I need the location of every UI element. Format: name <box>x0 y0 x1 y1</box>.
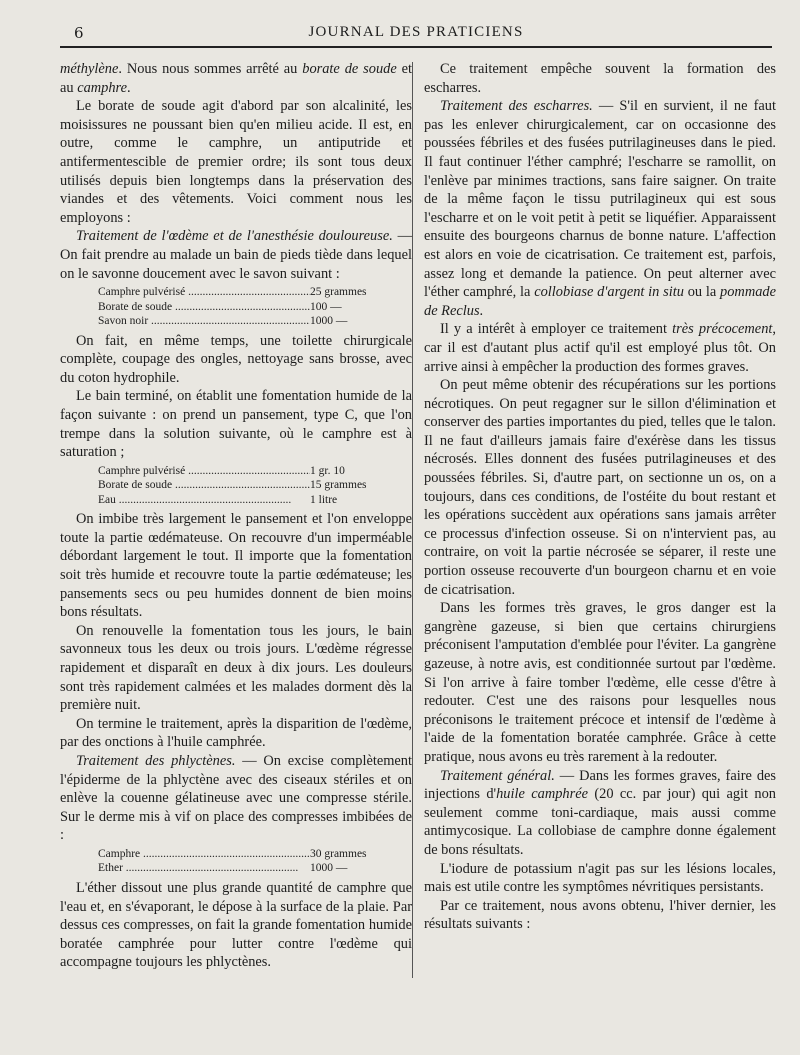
recipe-row <box>98 285 412 300</box>
left-column <box>60 60 412 972</box>
section-title: Traitement général. <box>440 767 555 784</box>
ingredient: Eau ..... <box>98 493 310 508</box>
recipe-row <box>98 464 412 479</box>
quantity: 1000 — <box>310 862 348 875</box>
text-span: . <box>127 79 131 96</box>
text-span: . <box>479 302 484 319</box>
paragraph <box>60 60 412 97</box>
italic-text: borate de soude <box>302 61 397 77</box>
italic-text: très précocement <box>672 321 773 338</box>
paragraph: L'éther dissout une plus grande quantité de camphre que l'eau et, en s'évaporant, le dépose à la surface de la plaie. Par dessus ces compresses, on fait la grande fomentation humide boratée camphrée pour lutter contre l'œdème qui accompagne toujours les phlyctènes. <box>60 879 412 971</box>
quantity: 15 grammes <box>310 479 367 492</box>
recipe-row <box>98 861 412 876</box>
right-column <box>424 60 776 934</box>
ingredient: Savon noir ..... <box>98 314 310 329</box>
paragraph: Par ce traitement, nous avons obtenu, l'hiver dernier, les résultats suivants : <box>424 897 776 933</box>
text-span: et au <box>60 61 412 96</box>
italic-text: collobiase d'argent in situ <box>534 284 684 301</box>
paragraph <box>424 767 776 860</box>
italic-text: camphre <box>77 79 128 96</box>
quantity: 30 grammes <box>310 847 367 860</box>
paragraph <box>60 227 412 283</box>
recipe-row <box>98 493 412 508</box>
ingredient: Ether ..... <box>98 861 310 876</box>
text-span: — S'il en survient, il ne faut pas les enlever chirurgicalement, car on occasionne des poussées fébriles et des fusées putrilagineuses dans le pied. Il faut continuer l'éther camphré; l'escharre se ramollit, on l'enlève par minimes tractions, sans faire saigner. On traite de la même façon le tissu putrilagineux qui est sous l'escharre et on le voit petit à petit se liquéfier. Apparaissent ensuite des bourgeons charnus de bonne nature. L'affection est alors en voie de cicatrisation. Ce traitement est, parfois, assez long et demande la patience. On peut alterner avec l'éther camphré, la <box>424 98 776 301</box>
text-span: — Dans les formes graves, faire des injections d' <box>424 767 777 803</box>
quantity: 100 — <box>310 300 342 313</box>
ingredient: Camphre pulvérisé ..... <box>98 285 310 300</box>
paragraph <box>60 752 412 845</box>
recipe-row <box>98 300 412 315</box>
italic-text: huile camphrée <box>496 786 588 803</box>
paragraph: Dans les formes très graves, le gros danger est la gangrène gazeuse, si bien que certains chirurgiens préconisent l'amputation d'emblée pour l'éviter. La gangrène gazeuse, à notre avis, est conditionnée surtout par l'œdème. Si l'on arrive à faire tomber l'œdème, elle cesse d'être à redouter. C'est une des raisons pour lesquelles nous préconisons le traitement précoce et intensif de l'œdème à l'aide de la fomentation boratée camphrée. Grâce à cette pratique, nous avons eu très rarement à la redouter. <box>424 600 776 765</box>
paragraph: On fait, en même temps, une toilette chirurgicale complète, coupage des ongles, nettoyage sans brosse, avec du coton hydrophile. <box>60 332 412 386</box>
text-span: ou la <box>683 284 721 301</box>
ingredient: Camphre pulvérisé ..... <box>98 464 310 479</box>
paragraph <box>424 97 776 320</box>
recipe-table <box>98 464 412 508</box>
text-span: (20 cc. par jour) qui agit non seulement comme toni-cardiaque, mais aussi comme antimycosique. La collobiase de camphre donne également de bons résultats. <box>424 786 776 858</box>
paragraph: On peut même obtenir des récupérations sur les portions nécrotiques. On peut regagner sur le sillon d'élimination et conserver des parties importantes du pied, telles que le talon. Il ne faut d'ailleurs jamais faire d'exérèse dans les tissus nécrosés. Elles donnent des fusées putrilagineuses et des poussées fébriles. Si, d'autre part, on sectionne un os, on a toujours, dans ces conditions, de l'ostéite du bout restant et les opérations succèdent aux opérations sans jamais arrêter ce processus d'infection osseuse. Si on n'intervient pas, au contraire, on voit la partie nécrosée se séparer, il reste une portion osseuse recouverte d'un bourgeon charnu et en voie de cicatrisation. <box>424 377 776 598</box>
text-span: — On excise complètement l'épiderme de la phlyctène avec des ciseaux stériles et on enlève la couenne gélatineuse avec une compresse stérile. Sur le derme mis à vif on place des compresses imbibées de : <box>60 753 412 844</box>
ingredient: Camphre ..... <box>98 847 310 862</box>
quantity: 25 grammes <box>310 286 367 299</box>
column-divider <box>412 62 413 978</box>
page-number: 6 <box>74 24 84 42</box>
paragraph: Le bain terminé, on établit une fomentation humide de la façon suivante : on prend un pansement, type C, que l'on trempe dans la solution suivante, où le camphre est à saturation ; <box>60 388 412 461</box>
recipe-table <box>98 847 412 876</box>
recipe-row <box>98 478 412 493</box>
paragraph: Le borate de soude agit d'abord par son alcalinité, les moisissures ne poussant bien qu'en milieu acide. Il est, en outre, comme le camphre, un antiputride et antifermentescible de premier ordre; ils sont tous deux utilisés depuis bien longtemps dans la préservation des viandes et des vêtements. Voici comment nous les employons : <box>60 98 412 226</box>
paragraph <box>424 320 776 376</box>
recipe-table <box>98 285 412 329</box>
paragraph: L'iodure de potassium n'agit pas sur les lésions locales, mais est utile contre les symptômes névritiques persistants. <box>424 860 776 896</box>
paragraph: Ce traitement empêche souvent la formation des escharres. <box>424 61 776 96</box>
section-title: Traitement de l'œdème et de l'anesthésie douloureuse. <box>76 228 393 245</box>
paragraph: On imbibe très largement le pansement et l'on enveloppe toute la partie œdémateuse. On recouvre d'un imperméable débordant largement le tout. Il importe que la fomentation soit très humide et recouvre toute la partie œdémateuse; les pansements secs ou peu humides donnent de bien moins bons résultats. <box>60 511 412 621</box>
text-span: Il y a intérêt à employer ce traitement <box>440 321 673 338</box>
paragraph: On termine le traitement, après la disparition de l'œdème, par des onctions à l'huile camphrée. <box>60 715 412 751</box>
page-header <box>60 20 772 48</box>
recipe-row <box>98 314 412 329</box>
journal-title: JOURNAL DES PRATICIENS <box>308 24 524 40</box>
recipe-row <box>98 847 412 862</box>
paragraph: On renouvelle la fomentation tous les jours, le bain savonneux tous les deux ou trois jours. L'œdème régresse rapidement et disparaît en deux à dix jours. Les douleurs sont très rapidement calmées et les malades dorment dès la première nuit. <box>60 622 412 714</box>
italic-text: méthylène <box>60 61 119 77</box>
section-title: Traitement des escharres. <box>440 98 593 115</box>
quantity: 1 litre <box>310 493 338 506</box>
text-span: — On fait prendre au malade un bain de pieds tiède dans lequel on le savonne doucement avec le savon suivant : <box>60 228 412 282</box>
quantity: 1000 — <box>310 315 348 328</box>
section-title: Traitement des phlyctènes. <box>76 753 236 769</box>
ingredient: Borate de soude ..... <box>98 478 310 493</box>
text-span: . Nous nous sommes arrêté au <box>118 61 303 77</box>
ingredient: Borate de soude ..... <box>98 300 310 315</box>
quantity: 1 gr. 10 <box>310 464 345 477</box>
text-span: , car il est d'autant plus actif qu'il est employé plus tôt. On arrive ainsi à empêcher la production des formes graves. <box>424 321 776 375</box>
italic-text: pommade de Reclus <box>424 284 776 319</box>
